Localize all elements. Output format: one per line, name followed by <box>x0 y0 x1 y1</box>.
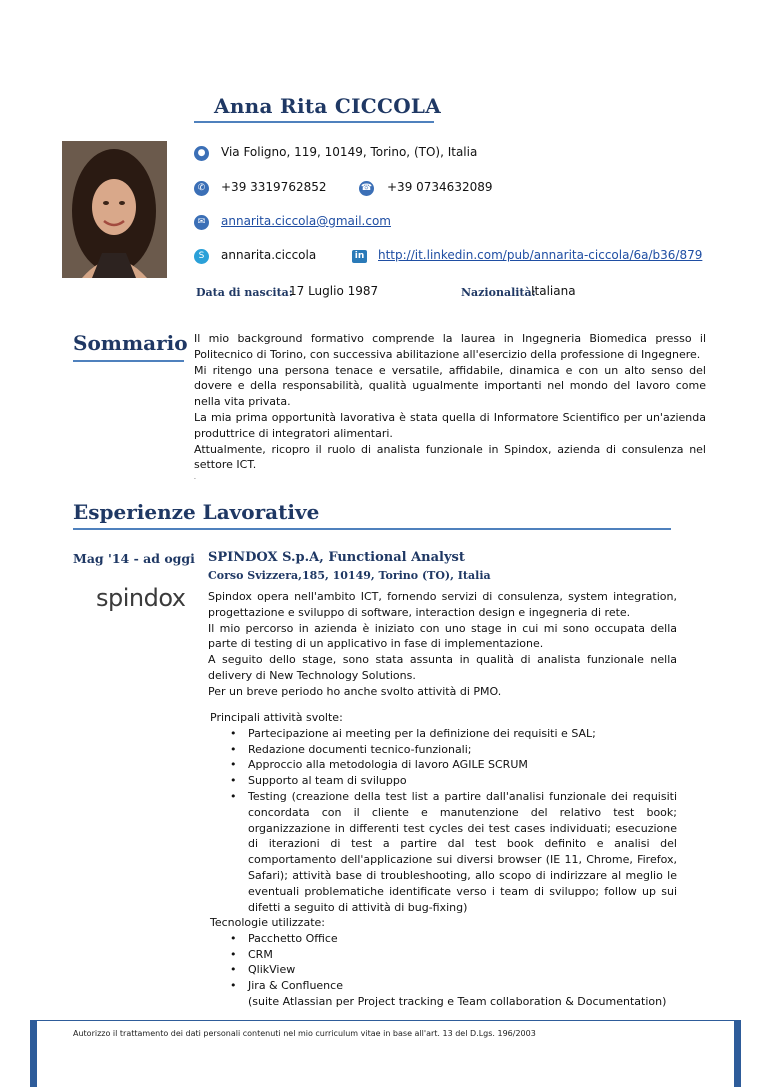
activities-list <box>210 726 677 916</box>
footer-bar-right <box>734 1020 741 1087</box>
skype-icon: S <box>194 249 209 264</box>
birth-label: Data di nascita: <box>196 286 293 299</box>
phone-home: +39 0734632089 <box>387 180 493 194</box>
email-link[interactable]: annarita.ciccola@gmail.com <box>221 214 391 228</box>
spindox-logo: spindox <box>96 584 186 612</box>
phone-mobile: +39 3319762852 <box>221 180 327 194</box>
company-role: SPINDOX S.p.A, Functional Analyst <box>208 550 465 565</box>
nationality-value: Italiana <box>531 284 576 298</box>
nationality-label: Nazionalità: <box>461 286 536 299</box>
address: Via Foligno, 119, 10149, Torino, (TO), Italia <box>221 145 478 159</box>
summary-paragraph: Il mio background formativo comprende la laurea in Ingegneria Biomedica presso il Politecnico di Torino, con successiva abilitazione all'esercizio della professione di Ingegnere. <box>194 332 706 361</box>
activities-section <box>210 710 677 915</box>
list-item: • Pacchetto Office <box>210 931 677 947</box>
list-item: • Testing (creazione della test list a partire dall'analisi funzionale dei requisiti concordata con il cliente e manutenzione del relativo test book; organizzazione in differenti test cycles dei test cases individuati; esecuzione di iterazioni di test a partire dal test book definito e analisi del comportamento dell'applicazione sui diversi browser (IE 11, Chrome, Firefox, Safari); attività base di troubleshooting, allo scopo di indirizzare al meglio le eventuali problematiche identificate verso i team di sviluppo; follow up sui difetti a seguito di attività di bug-fixing) <box>210 789 677 915</box>
linkedin-icon: in <box>352 250 367 263</box>
experience-title: Esperienze Lavorative <box>73 500 320 524</box>
tech-section <box>210 915 677 1010</box>
list-item: • Redazione documenti tecnico-funzionali; <box>210 742 677 758</box>
description-paragraph: Il mio percorso in azienda è iniziato con uno stage in cui mi sono occupata della parte di testing di un applicativo in fase di implementazione. <box>208 621 677 651</box>
experience-underline <box>73 528 671 530</box>
summary-paragraph: Attualmente, ricopro il ruolo di analista funzionale in Spindox, azienda di consulenza nel settore ICT. <box>194 442 706 472</box>
summary-paragraph: . <box>194 474 196 482</box>
footer-rule <box>37 1020 734 1021</box>
description-paragraph: Per un breve periodo ho anche svolto attività di PMO. <box>208 684 502 698</box>
list-item: • Approccio alla metodologia di lavoro AGILE SCRUM <box>210 757 677 773</box>
summary-title: Sommario <box>73 331 188 355</box>
tech-note: (suite Atlassian per Project tracking e Team collaboration & Documentation) <box>248 994 667 1008</box>
linkedin-link[interactable]: http://it.linkedin.com/pub/annarita-ciccola/6a/b36/879 <box>378 248 703 262</box>
list-item: • QlikView <box>210 962 677 978</box>
envelope-icon: ✉ <box>194 215 209 230</box>
experience-description <box>208 589 677 700</box>
footer-bar-left <box>30 1020 37 1087</box>
description-paragraph: A seguito dello stage, sono stata assunta in qualità di analista funzionale nella delivery di New Technology Solutions. <box>208 653 677 682</box>
summary-paragraph: La mia prima opportunità lavorativa è stata quella di Informatore Scientifico per un'azienda produttrice di integratori alimentari. <box>194 410 706 440</box>
privacy-footer: Autorizzo il trattamento dei dati personali contenuti nel mio curriculum vitae in base all'art. 13 del D.Lgs. 196/2003 <box>73 1029 536 1038</box>
location-pin-icon: ● <box>194 146 209 161</box>
telephone-icon: ☎ <box>359 181 374 196</box>
summary-paragraph: Mi ritengo una persona tenace e versatile, affidabile, dinamica e con un alto senso del dovere e della responsabilità, qualità ugualmente importanti nel mondo del lavoro come nella vita privata. <box>194 363 706 409</box>
company-address: Corso Svizzera,185, 10149, Torino (TO), Italia <box>208 569 491 582</box>
experience-period: Mag '14 - ad oggi <box>73 551 195 566</box>
description-paragraph: Spindox opera nell'ambito ICT, fornendo servizi di consulenza, system integration, progettazione e sviluppo di software, interaction design e ingegneria di rete. <box>208 590 677 619</box>
tech-title: Tecnologie utilizzate: <box>210 916 325 929</box>
summary-text <box>194 331 706 483</box>
list-item: • Supporto al team di sviluppo <box>210 773 677 789</box>
phone-icon: ✆ <box>194 181 209 196</box>
summary-underline <box>73 360 184 362</box>
activities-title: Principali attività svolte: <box>210 711 343 724</box>
candidate-name: Anna Rita CICCOLA <box>214 94 442 118</box>
skype-handle: annarita.ciccola <box>221 248 317 262</box>
list-item: • Partecipazione ai meeting per la definizione dei requisiti e SAL; <box>210 726 677 742</box>
profile-photo <box>62 141 167 278</box>
birth-value: 17 Luglio 1987 <box>289 284 379 298</box>
list-item: • CRM <box>210 947 677 963</box>
tech-list <box>210 931 677 994</box>
list-item: • Jira & Confluence <box>210 978 677 994</box>
name-underline <box>194 121 434 123</box>
